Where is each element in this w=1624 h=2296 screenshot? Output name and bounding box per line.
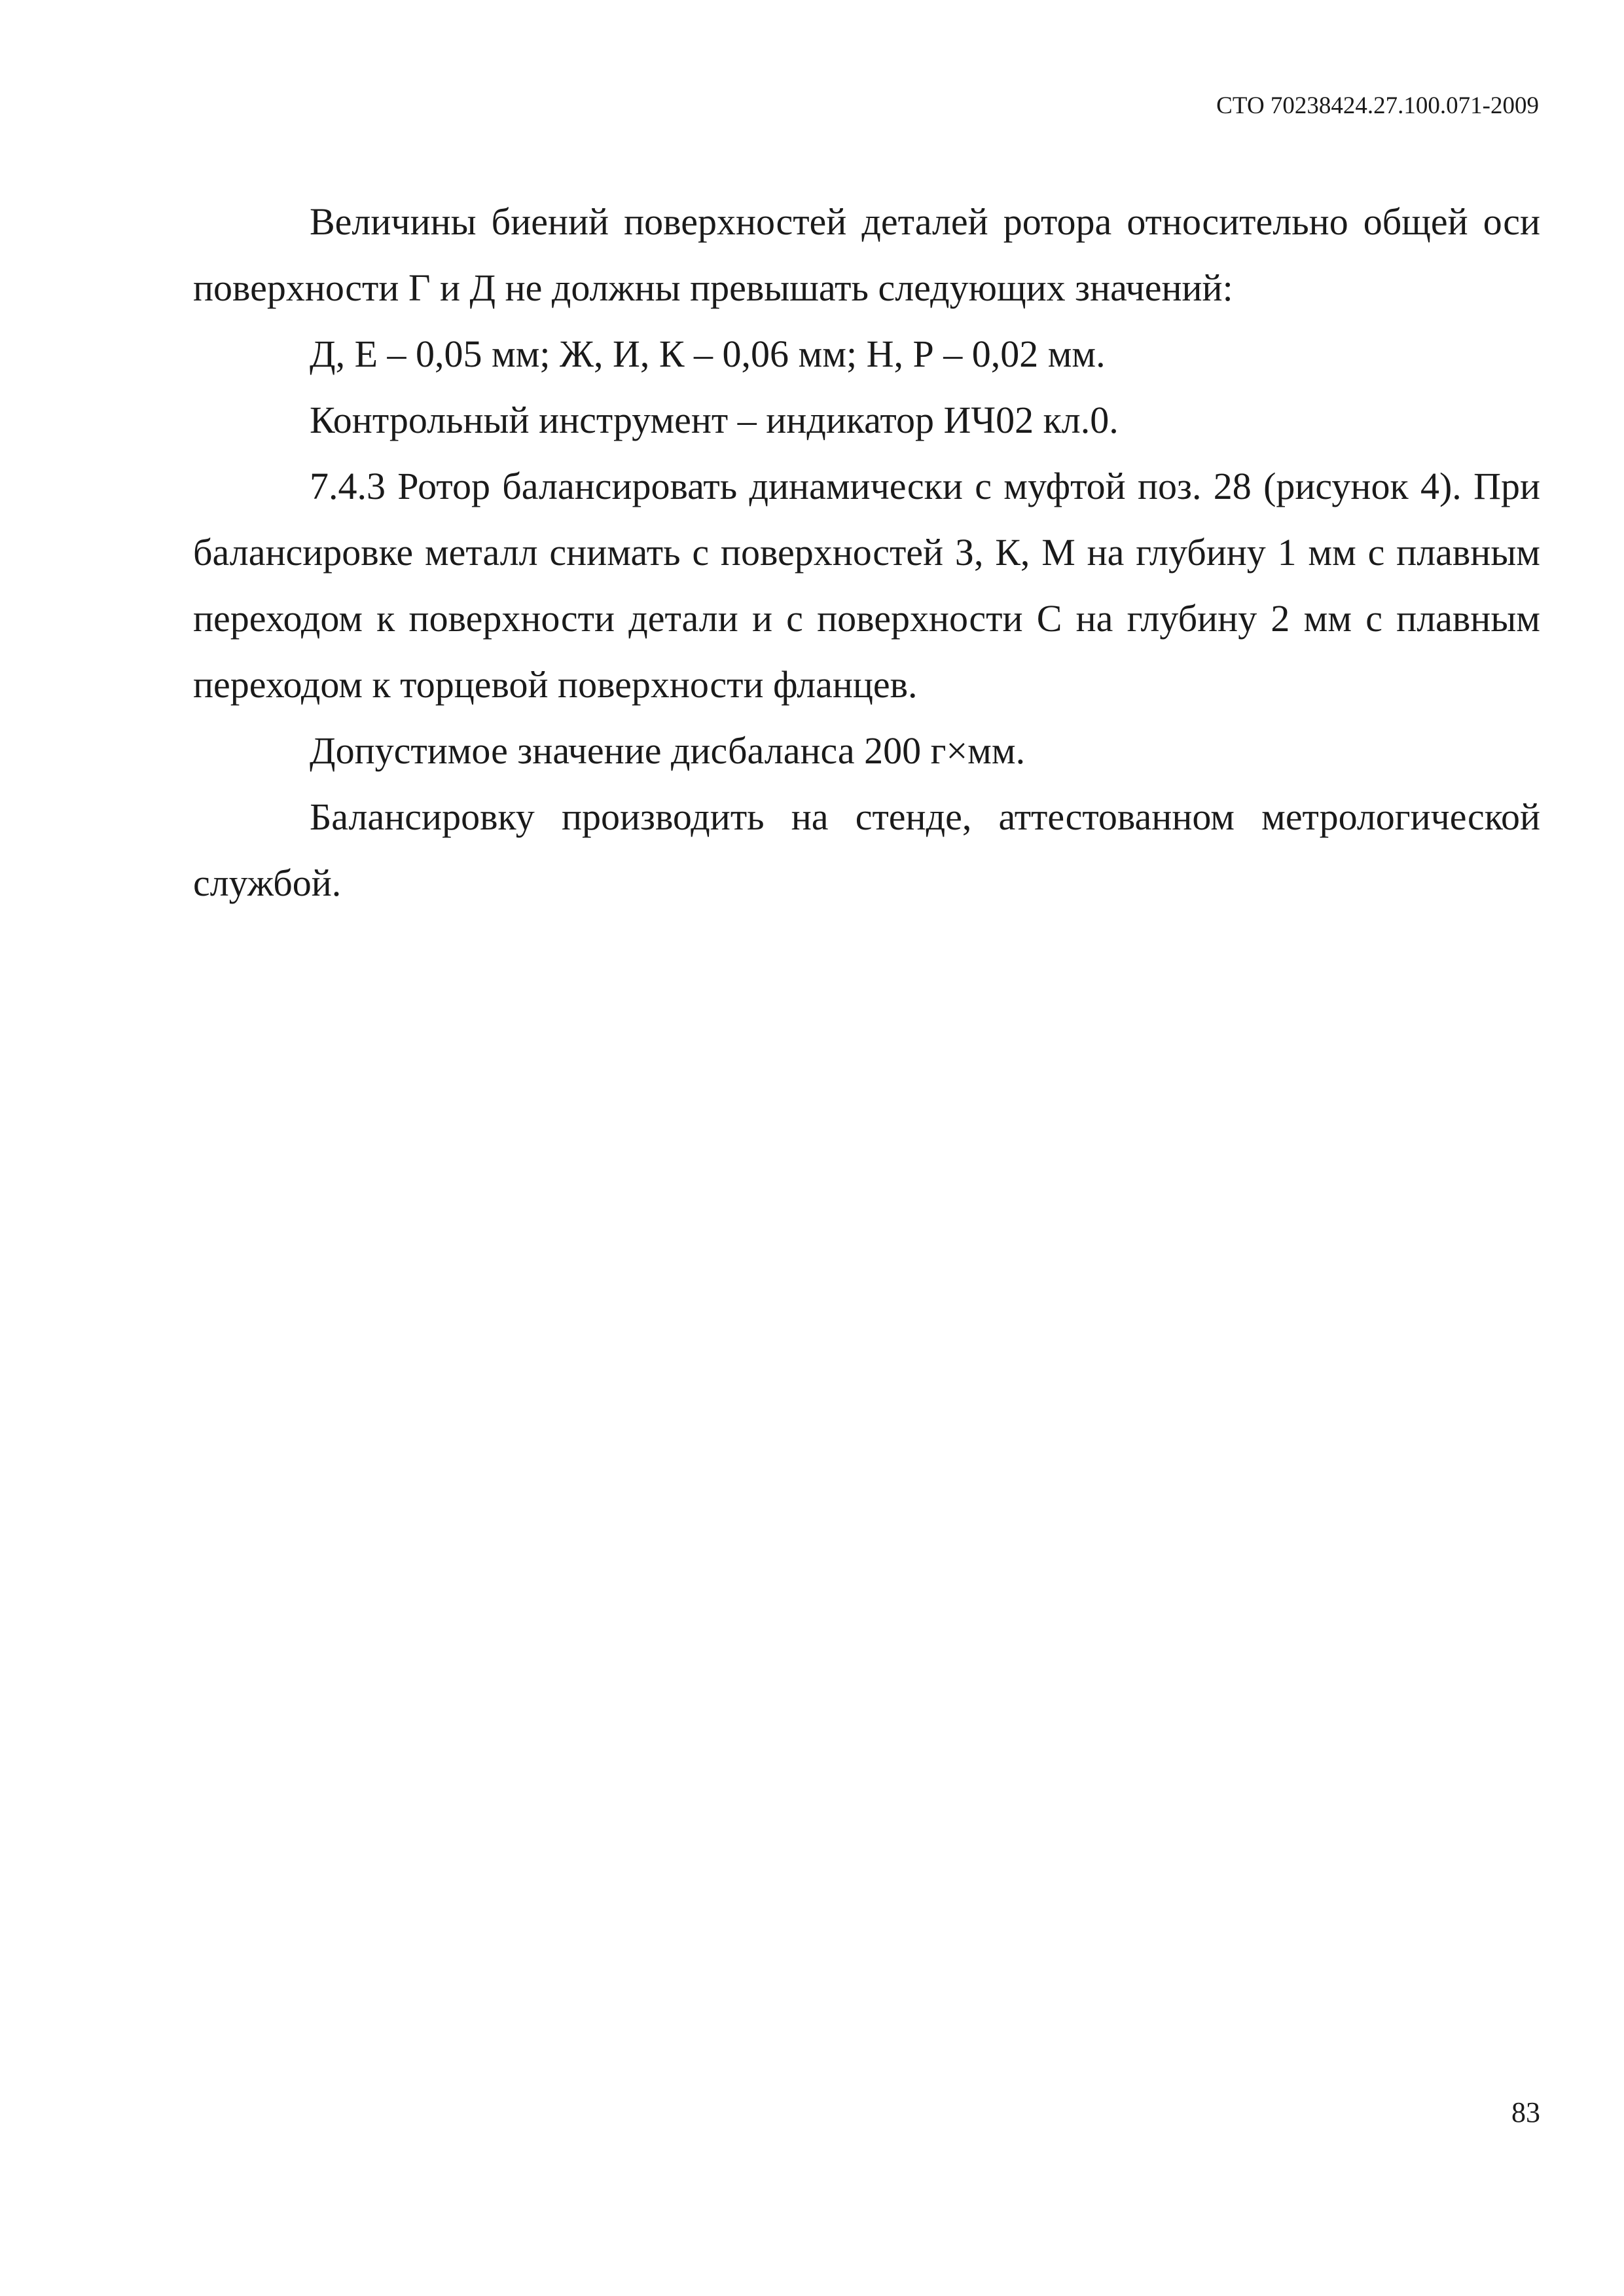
paragraph-imbalance: Допустимое значение дисбаланса 200 г×мм. [310,729,1026,772]
page-number: 83 [1511,2096,1540,2128]
paragraph-balancing: 7.4.3 Ротор балансировать динамически с муфтой поз. 28 (рисунок 4). При балансировке металл снимать с поверхностей З, К, М на глубину 1 мм с плавным переходом к поверхности детали и с поверхности С на глубину 2 мм с плавным переходом к торцевой поверхности фланцев. [193,465,1540,706]
document-code: СТО 70238424.27.100.071-2009 [1216,92,1539,119]
paragraph-stand: Балансировку производить на стенде, аттестованном метрологической службой. [193,795,1540,904]
paragraph-runout-values: Величины биений поверхностей деталей ротора относительно общей оси поверхности Г и Д не должны превышать следующих значений: [193,200,1540,309]
paragraph-tolerances: Д, Е – 0,05 мм; Ж, И, К – 0,06 мм; Н, Р – 0,02 мм. [310,333,1106,375]
document-body [193,189,1540,916]
paragraph-instrument: Контрольный инструмент – индикатор ИЧ02 кл.0. [310,399,1119,441]
